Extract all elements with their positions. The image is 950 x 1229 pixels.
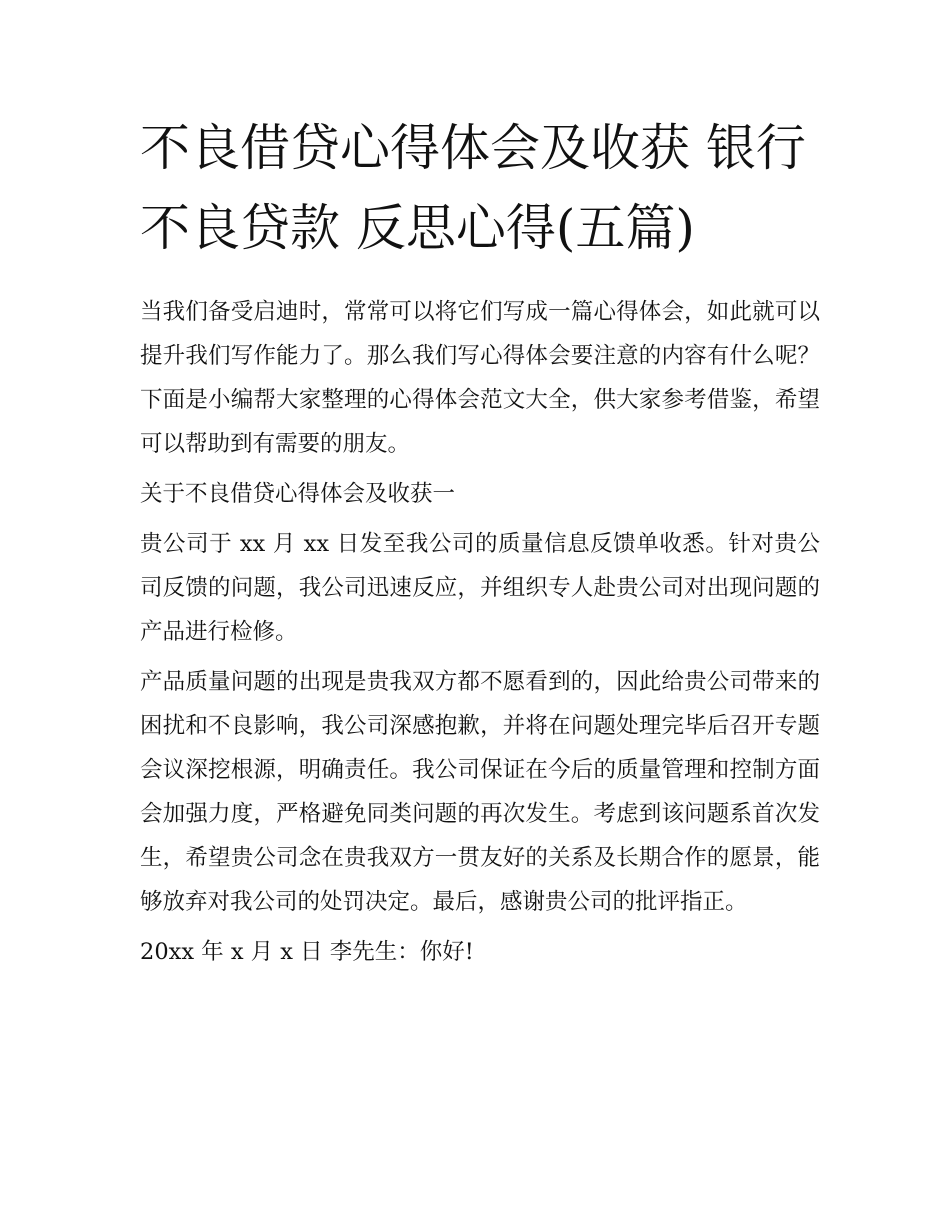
intro-paragraph: 当我们备受启迪时，常常可以将它们写成一篇心得体会，如此就可以提升我们写作能力了。那么我们写心得体会要注意的内容有什么呢？下面是小编帮大家整理的心得体会范文大全，供大家参考借鉴，希望可以帮助到有需要的朋友。	[140, 299, 820, 457]
body-paragraph: 产品质量问题的出现是贵我双方都不愿看到的，因此给贵公司带来的困扰和不良影响，我公司深感抱歉，并将在问题处理完毕后召开专题会议深挖根源，明确责任。我公司保证在今后的质量管理和控制方面会加强力度，严格避免同类问题的再次发生。考虑到该问题系首次发生，希望贵公司念在贵我双方一贯友好的关系及长期合作的愿景，能够放弃对我公司的处罚决定。最后，感谢贵公司的批评指正。	[140, 669, 820, 915]
document-title: 不良借贷心得体会及收获 银行不良贷款 反思心得(五篇)	[140, 119, 806, 257]
document-page	[140, 108, 820, 980]
section-heading: 关于不良借贷心得体会及收获一	[140, 481, 456, 507]
body-paragraph: 贵公司于 xx 月 xx 日发至我公司的质量信息反馈单收悉。针对贵公司反馈的问题，我公司迅速反应，并组织专人赴贵公司对出现问题的产品进行检修。	[140, 531, 820, 645]
date-greeting-line: 20xx 年 x 月 x 日 李先生：你好!	[140, 939, 474, 965]
